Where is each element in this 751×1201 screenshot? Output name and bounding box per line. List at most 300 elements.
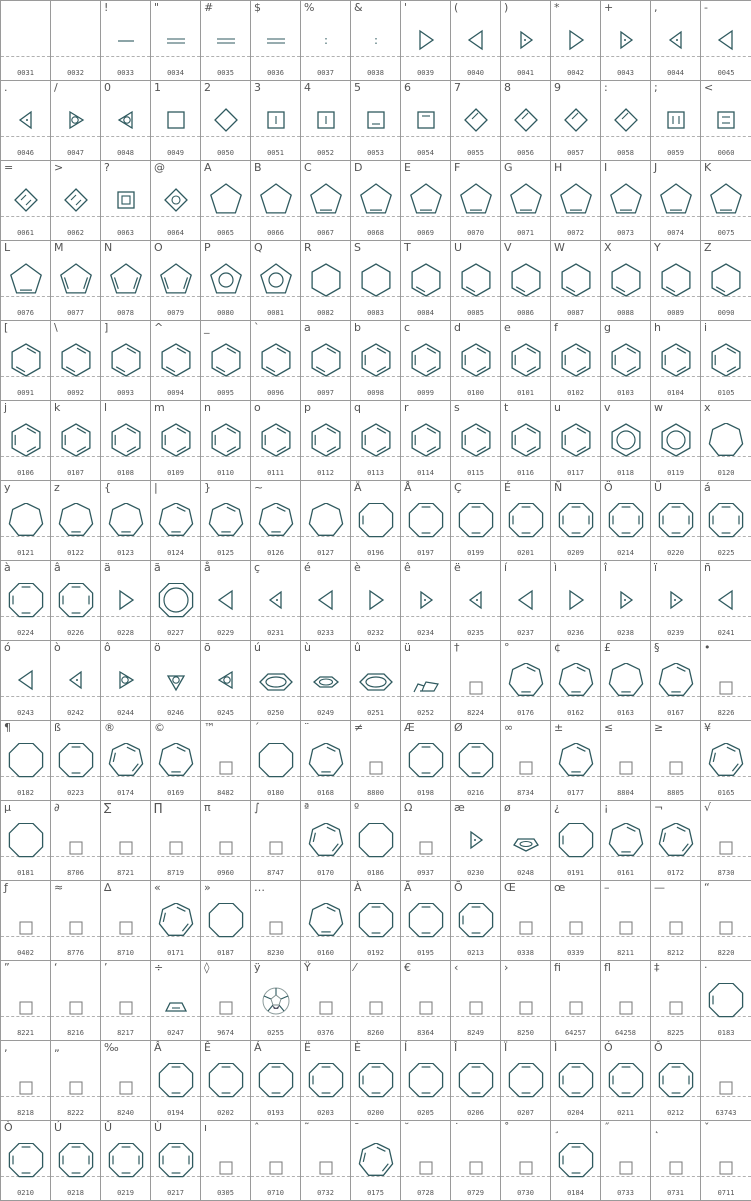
glyph-cell[interactable] [701,481,751,561]
glyph-cell[interactable] [551,1,601,81]
glyph-cell[interactable] [101,401,151,481]
glyph-cell[interactable] [301,1,351,81]
glyph-cell[interactable] [51,1,101,81]
glyph-cell[interactable] [651,161,701,241]
glyph-cell[interactable] [1,241,51,321]
glyph-cell[interactable] [251,801,301,881]
code-point-label: 0033 [117,69,134,77]
character-label: ¢ [554,641,561,654]
glyph-cell[interactable] [551,401,601,481]
character-label: ¶ [4,721,11,734]
glyph-cell[interactable] [1,961,51,1041]
oct-icon [352,823,400,859]
glyph-cell[interactable] [201,881,251,961]
glyph-cell[interactable] [51,961,101,1041]
glyph-cell[interactable] [251,161,301,241]
glyph-cell[interactable] [601,481,651,561]
glyph-cell[interactable] [101,961,151,1041]
glyph-cell[interactable] [51,481,101,561]
glyph-cell[interactable] [451,881,501,961]
glyph-cell[interactable] [401,801,451,881]
character-label: ˝ [604,1121,610,1134]
hept-2-icon [202,503,250,539]
glyph-cell[interactable] [251,961,301,1041]
character-label: ” [4,961,10,974]
glyph-cell[interactable] [251,1,301,81]
code-point-label: 0202 [217,1109,234,1117]
glyph-cell[interactable] [301,801,351,881]
code-point-label: 0376 [317,1029,334,1037]
glyph-cell[interactable] [351,561,401,641]
glyph-cell[interactable] [51,241,101,321]
glyph-cell[interactable] [151,1121,201,1201]
glyph-cell[interactable] [651,481,701,561]
glyph-cell[interactable] [151,1041,201,1121]
code-point-label: 0219 [117,1189,134,1197]
code-point-label: 0710 [267,1189,284,1197]
code-point-label: 0731 [667,1189,684,1197]
glyph-cell[interactable] [351,241,401,321]
glyph-cell[interactable] [501,881,551,961]
glyph-cell[interactable] [451,1041,501,1121]
oct-1-icon [552,823,600,859]
glyph-cell[interactable] [651,721,701,801]
glyph-cell[interactable] [101,161,151,241]
character-label: Â [154,1041,162,1054]
glyph-cell[interactable] [51,1121,101,1201]
glyph-cell[interactable] [701,721,751,801]
character-label: ﬁ [554,961,561,974]
glyph-cell[interactable] [1,1121,51,1201]
glyph-cell[interactable] [601,1121,651,1201]
code-point-label: 0115 [467,469,484,477]
glyph-cell[interactable] [651,1,701,81]
glyph-cell[interactable] [451,81,501,161]
glyph-cell[interactable] [451,481,501,561]
glyph-cell[interactable] [201,721,251,801]
glyph-cell[interactable] [451,1121,501,1201]
glyph-cell[interactable] [51,81,101,161]
glyph-cell[interactable] [451,801,501,881]
empty-icon [702,1063,750,1099]
glyph-cell[interactable] [701,1121,751,1201]
glyph-cell[interactable] [451,321,501,401]
glyph-cell[interactable] [701,561,751,641]
glyph-cell[interactable] [551,481,601,561]
glyph-cell[interactable] [451,161,501,241]
glyph-cell[interactable] [201,561,251,641]
empty-icon [502,983,550,1019]
glyph-cell[interactable] [101,1,151,81]
glyph-cell[interactable] [701,81,751,161]
glyph-cell[interactable] [351,321,401,401]
code-point-label: 8218 [17,1109,34,1117]
character-label: Ö [604,481,613,494]
glyph-cell[interactable] [251,81,301,161]
glyph-cell[interactable] [701,241,751,321]
glyph-cell[interactable] [601,721,651,801]
glyph-cell[interactable] [51,321,101,401]
glyph-cell[interactable] [1,801,51,881]
glyph-cell[interactable] [201,641,251,721]
glyph-cell[interactable] [151,161,201,241]
glyph-cell[interactable] [701,641,751,721]
square-i-icon [302,103,350,139]
glyph-cell[interactable] [501,401,551,481]
glyph-cell[interactable] [601,1041,651,1121]
code-point-label: 0245 [217,709,234,717]
glyph-cell[interactable] [151,881,201,961]
glyph-cell[interactable] [251,401,301,481]
glyph-cell[interactable] [301,481,351,561]
glyph-cell[interactable] [451,961,501,1041]
glyph-cell[interactable] [401,481,451,561]
glyph-cell[interactable] [301,241,351,321]
glyph-cell[interactable] [601,241,651,321]
glyph-cell[interactable] [351,481,401,561]
glyph-cell[interactable] [601,321,651,401]
glyph-row [1,321,751,401]
glyph-cell[interactable] [101,561,151,641]
glyph-cell[interactable] [101,81,151,161]
glyph-cell[interactable] [601,641,651,721]
glyph-cell[interactable] [351,641,401,721]
glyph-cell[interactable] [351,1,401,81]
glyph-cell[interactable] [701,961,751,1041]
code-point-label: 0046 [17,149,34,157]
glyph-cell[interactable] [401,561,451,641]
code-point-label: 0093 [117,389,134,397]
glyph-cell[interactable] [401,881,451,961]
glyph-cell[interactable] [501,1,551,81]
oct-4-icon [652,503,700,539]
glyph-cell[interactable] [651,961,701,1041]
glyph-cell[interactable] [151,481,201,561]
glyph-cell[interactable] [351,1041,401,1121]
glyph-cell[interactable] [601,401,651,481]
glyph-cell[interactable] [501,801,551,881]
character-label: c [404,321,411,334]
glyph-cell[interactable] [201,801,251,881]
glyph-cell[interactable] [551,321,601,401]
code-point-label: 0104 [667,389,684,397]
glyph-cell[interactable] [151,1,201,81]
glyph-cell[interactable] [201,241,251,321]
glyph-cell[interactable] [301,401,351,481]
character-label: ® [104,721,115,734]
glyph-cell[interactable] [501,961,551,1041]
glyph-cell[interactable] [51,641,101,721]
glyph-cell[interactable] [201,1041,251,1121]
glyph-cell[interactable] [701,1041,751,1121]
glyph-cell[interactable] [351,881,401,961]
glyph-cell[interactable] [351,801,401,881]
glyph-cell[interactable] [651,641,701,721]
code-point-label: 0182 [17,789,34,797]
character-label: ﬂ [604,961,611,974]
empty-icon [702,823,750,859]
glyph-cell[interactable] [501,161,551,241]
character-label: ù [304,641,311,654]
glyph-cell[interactable] [401,641,451,721]
glyph-cell[interactable] [501,321,551,401]
glyph-cell[interactable] [551,161,601,241]
hept-2-icon [302,743,350,779]
code-point-label: 0037 [317,69,334,77]
glyph-row [1,801,751,881]
glyph-cell[interactable] [551,81,601,161]
tri-l-dot-icon [452,583,500,619]
glyph-cell[interactable] [551,1041,601,1121]
glyph-cell[interactable] [1,401,51,481]
glyph-cell[interactable] [51,881,101,961]
glyph-cell[interactable] [101,1041,151,1121]
tri-r-icon [402,23,450,59]
code-point-label: 0099 [417,389,434,397]
glyph-cell[interactable] [251,241,301,321]
glyph-cell[interactable] [401,81,451,161]
character-label: 4 [304,81,311,94]
glyph-cell[interactable] [151,721,201,801]
glyph-cell[interactable] [301,321,351,401]
glyph-cell[interactable] [701,881,751,961]
glyph-cell[interactable] [201,481,251,561]
character-label: 7 [454,81,461,94]
glyph-cell[interactable] [601,881,651,961]
glyph-cell[interactable] [301,161,351,241]
glyph-cell[interactable] [251,1121,301,1201]
glyph-cell[interactable] [401,321,451,401]
glyph-cell[interactable] [301,881,351,961]
glyph-cell[interactable] [101,721,151,801]
glyph-cell[interactable] [251,641,301,721]
code-point-label: 0217 [167,1189,184,1197]
glyph-cell[interactable] [501,561,551,641]
glyph-cell[interactable] [101,881,151,961]
code-point-label: 0402 [17,949,34,957]
code-point-label: 0079 [167,309,184,317]
character-label: œ [554,881,566,894]
glyph-cell[interactable] [51,401,101,481]
glyph-cell[interactable] [51,721,101,801]
glyph-cell[interactable] [651,241,701,321]
empty-icon [602,743,650,779]
glyph-cell[interactable] [151,561,201,641]
glyph-cell[interactable] [201,161,251,241]
glyph-cell[interactable] [401,241,451,321]
character-label: / [54,81,58,94]
glyph-cell[interactable] [151,401,201,481]
character-label: ‡ [654,961,660,974]
glyph-cell[interactable] [551,881,601,961]
glyph-cell[interactable] [351,1121,401,1201]
hex-1-icon [602,263,650,299]
glyph-cell[interactable] [1,481,51,561]
glyph-cell[interactable] [351,721,401,801]
code-point-label: 0047 [67,149,84,157]
glyph-cell[interactable] [601,81,651,161]
code-point-label: 0070 [467,229,484,237]
glyph-cell[interactable] [551,801,601,881]
glyph-cell[interactable] [251,1041,301,1121]
oct-4-icon [702,503,750,539]
glyph-cell[interactable] [101,641,151,721]
code-point-label: 0073 [617,229,634,237]
hex-3-icon [202,423,250,459]
glyph-cell[interactable] [151,81,201,161]
glyph-cell[interactable] [501,481,551,561]
glyph-cell[interactable] [601,161,651,241]
glyph-cell[interactable] [501,641,551,721]
glyph-cell[interactable] [101,1121,151,1201]
glyph-cell[interactable] [51,161,101,241]
glyph-cell[interactable] [651,1041,701,1121]
code-point-label: 0120 [717,469,735,477]
character-label: D [354,161,363,174]
glyph-cell[interactable] [51,561,101,641]
glyph-cell[interactable] [51,801,101,881]
glyph-cell[interactable] [601,561,651,641]
empty-icon [402,983,450,1019]
glyph-cell[interactable] [501,1121,551,1201]
glyph-cell[interactable] [501,1041,551,1121]
glyph-cell[interactable] [201,81,251,161]
code-point-label: 0175 [367,1189,384,1197]
glyph-cell[interactable] [1,1041,51,1121]
hept-2-icon [152,743,200,779]
glyph-cell[interactable] [301,641,351,721]
glyph-cell[interactable] [251,481,301,561]
glyph-cell[interactable] [551,1121,601,1201]
character-label: * [554,1,560,14]
glyph-cell[interactable] [701,161,751,241]
glyph-cell[interactable] [301,561,351,641]
glyph-cell[interactable] [601,801,651,881]
glyph-cell[interactable] [451,401,501,481]
code-point-label: 0036 [267,69,284,77]
glyph-cell[interactable] [451,241,501,321]
glyph-cell[interactable] [151,961,201,1041]
glyph-cell[interactable] [151,801,201,881]
glyph-cell[interactable] [301,1041,351,1121]
glyph-cell[interactable] [701,1,751,81]
glyph-cell[interactable] [701,801,751,881]
glyph-cell[interactable] [151,241,201,321]
glyph-cell[interactable] [651,561,701,641]
glyph-cell[interactable] [401,401,451,481]
glyph-cell[interactable] [151,321,201,401]
glyph-cell[interactable] [501,241,551,321]
glyph-cell[interactable] [201,321,251,401]
glyph-cell[interactable] [251,881,301,961]
glyph-cell[interactable] [301,1121,351,1201]
glyph-cell[interactable] [301,81,351,161]
glyph-cell[interactable] [201,1121,251,1201]
glyph-cell[interactable] [551,561,601,641]
code-point-label: 0937 [417,869,434,877]
glyph-cell[interactable] [201,961,251,1041]
glyph-cell[interactable] [651,881,701,961]
glyph-cell[interactable] [351,961,401,1041]
glyph-cell[interactable] [401,1,451,81]
glyph-cell[interactable] [501,721,551,801]
glyph-cell[interactable] [151,641,201,721]
glyph-cell[interactable] [601,1,651,81]
glyph-cell[interactable] [351,81,401,161]
glyph-cell[interactable] [301,721,351,801]
glyph-cell[interactable] [251,561,301,641]
glyph-cell[interactable] [1,161,51,241]
glyph-cell[interactable] [1,881,51,961]
glyph-cell[interactable] [651,401,701,481]
glyph-cell[interactable] [501,81,551,161]
code-point-label: 0042 [567,69,584,77]
glyph-cell[interactable] [701,321,751,401]
glyph-cell[interactable] [1,561,51,641]
glyph-cell[interactable] [301,961,351,1041]
character-label: ø [504,801,511,814]
glyph-cell[interactable] [201,401,251,481]
glyph-cell[interactable] [1,641,51,721]
glyph-cell[interactable] [401,961,451,1041]
empty-icon [152,823,200,859]
glyph-cell[interactable] [1,1,51,81]
glyph-cell[interactable] [1,321,51,401]
glyph-cell[interactable] [101,801,151,881]
code-point-label: 0228 [117,629,134,637]
glyph-cell[interactable] [251,321,301,401]
glyph-cell[interactable] [701,401,751,481]
glyph-cell[interactable] [451,561,501,641]
glyph-cell[interactable] [401,161,451,241]
glyph-cell[interactable] [401,1121,451,1201]
glyph-row [1,1,751,81]
glyph-cell[interactable] [251,721,301,801]
glyph-cell[interactable] [351,401,401,481]
glyph-cell[interactable] [451,641,501,721]
code-point-label: 0095 [217,389,234,397]
glyph-cell[interactable] [601,961,651,1041]
code-point-label: 0250 [267,709,284,717]
glyph-cell[interactable] [1,721,51,801]
character-label: Ø [454,721,463,734]
character-label: Æ [404,721,415,734]
character-label: ˜ [304,1121,310,1134]
glyph-cell[interactable] [101,321,151,401]
glyph-cell[interactable] [551,721,601,801]
glyph-cell[interactable] [101,481,151,561]
glyph-cell[interactable] [551,641,601,721]
glyph-cell[interactable] [651,801,701,881]
glyph-cell[interactable] [451,721,501,801]
glyph-cell[interactable] [351,161,401,241]
glyph-cell[interactable] [1,81,51,161]
glyph-cell[interactable] [401,721,451,801]
glyph-cell[interactable] [551,961,601,1041]
glyph-cell[interactable] [201,1,251,81]
glyph-cell[interactable] [101,241,151,321]
glyph-cell[interactable] [651,81,701,161]
character-label: Z [704,241,712,254]
glyph-cell[interactable] [651,321,701,401]
glyph-cell[interactable] [401,1041,451,1121]
oct-icon [202,903,250,939]
code-point-label: 0066 [267,229,284,237]
glyph-cell[interactable] [51,1041,101,1121]
glyph-cell[interactable] [451,1,501,81]
glyph-cell[interactable] [651,1121,701,1201]
glyph-cell[interactable] [551,241,601,321]
